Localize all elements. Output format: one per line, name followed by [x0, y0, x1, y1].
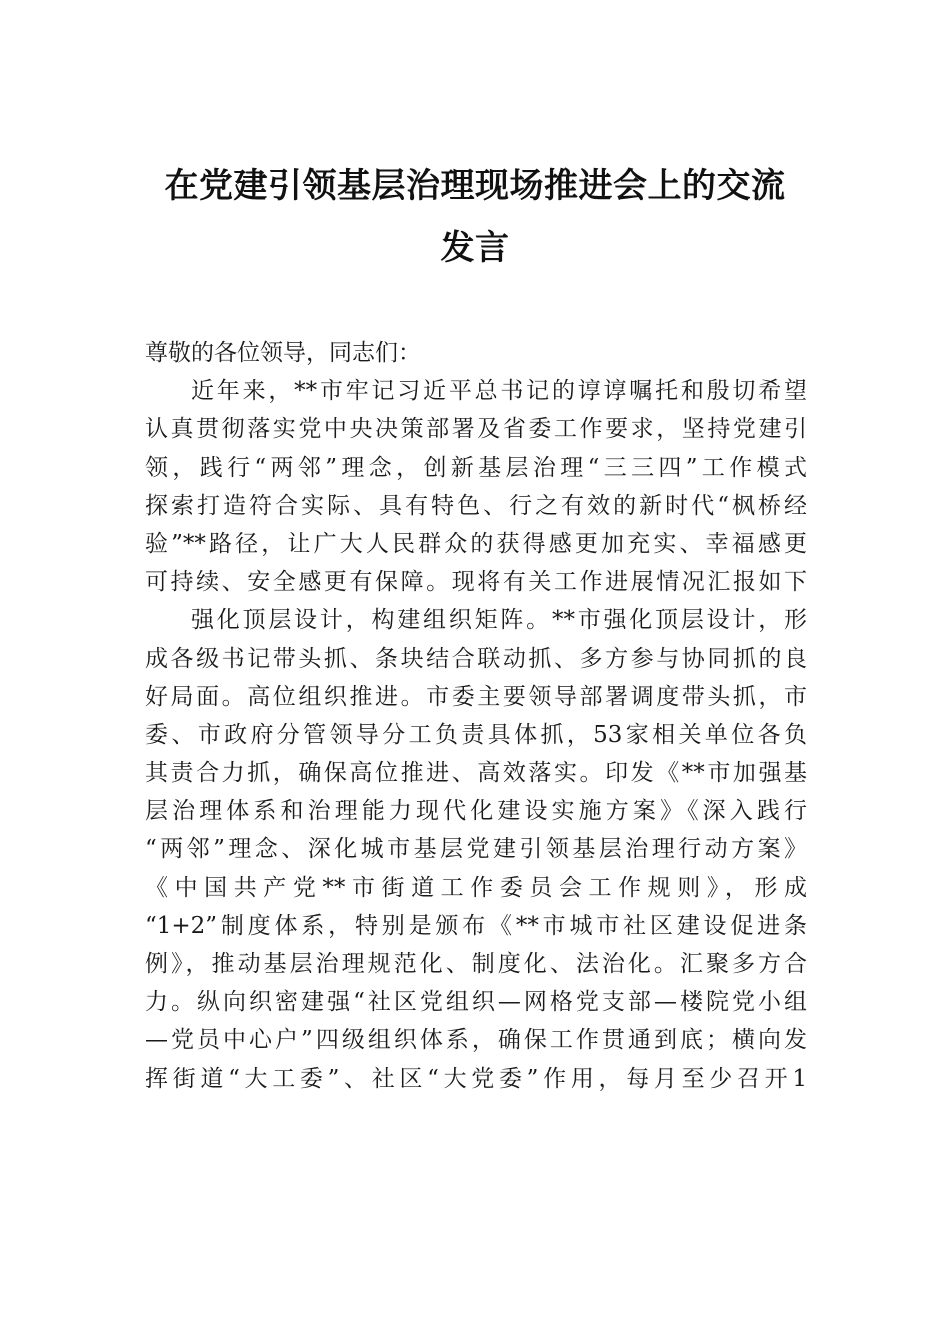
paragraph-2-line-7: “两邻”理念、深化城市基层党建引领基层治理行动方案》: [145, 836, 807, 863]
paragraph-1-line-2: 认真贯彻落实党中央决策部署及省委工作要求，坚持党建引: [145, 416, 807, 443]
paragraph-2-line-12: —党员中心户”四级组织体系，确保工作贯通到底；横向发: [145, 1027, 807, 1054]
paragraph-2-line-1: 强化顶层设计，构建组织矩阵。**市强化顶层设计，形: [191, 607, 807, 634]
document-title: [130, 155, 820, 279]
paragraph-1-line-3: 领，践行“两邻”理念，创新基层治理“三三四”工作模式: [145, 454, 807, 481]
paragraph-2-line-13: 挥街道“大工委”、社区“大党委”作用，每月至少召开1: [145, 1065, 807, 1092]
paragraph-1-line-6: 可持续、安全感更有保障。现将有关工作进展情况汇报如下: [145, 569, 807, 596]
paragraph-2-line-2: 成各级书记带头抓、条块结合联动抓、多方参与协同抓的良: [145, 645, 807, 672]
paragraph-1-line-5: 验”**路径，让广大人民群众的获得感更加充实、幸福感更: [145, 530, 807, 557]
paragraph-2-line-8: 《中国共产党**市街道工作委员会工作规则》，形成: [145, 874, 807, 901]
paragraph-2-line-6: 层治理体系和治理能力现代化建设实施方案》《深入践行: [145, 798, 807, 825]
greeting-line: 尊敬的各位领导，同志们：: [145, 340, 421, 366]
title-line-1: 在党建引领基层治理现场推进会上的交流: [164, 166, 786, 206]
paragraph-2-line-5: 其责合力抓，确保高位推进、高效落实。印发《**市加强基: [145, 760, 807, 787]
paragraph-2-line-10: 例》，推动基层治理规范化、制度化、法治化。汇聚多方合: [145, 951, 807, 977]
document-body: [145, 334, 807, 1098]
paragraph-1-line-1: 近年来，**市牢记习近平总书记的谆谆嘱托和殷切希望: [191, 378, 807, 405]
title-line-2: 发言: [440, 228, 510, 268]
paragraph-2-line-4: 委、市政府分管领导分工负责具体抓，53家相关单位各负: [145, 721, 807, 748]
paragraph-2-line-9: “1+2”制度体系，特别是颁布《**市城市社区建设促进条: [145, 912, 807, 939]
paragraph-2-line-3: 好局面。高位组织推进。市委主要领导部署调度带头抓，市: [145, 683, 807, 710]
paragraph-1-line-4: 探索打造符合实际、具有特色、行之有效的新时代“枫桥经: [145, 492, 807, 519]
paragraph-2-line-11: 力。纵向织密建强“社区党组织—网格党支部—楼院党小组: [145, 989, 807, 1016]
